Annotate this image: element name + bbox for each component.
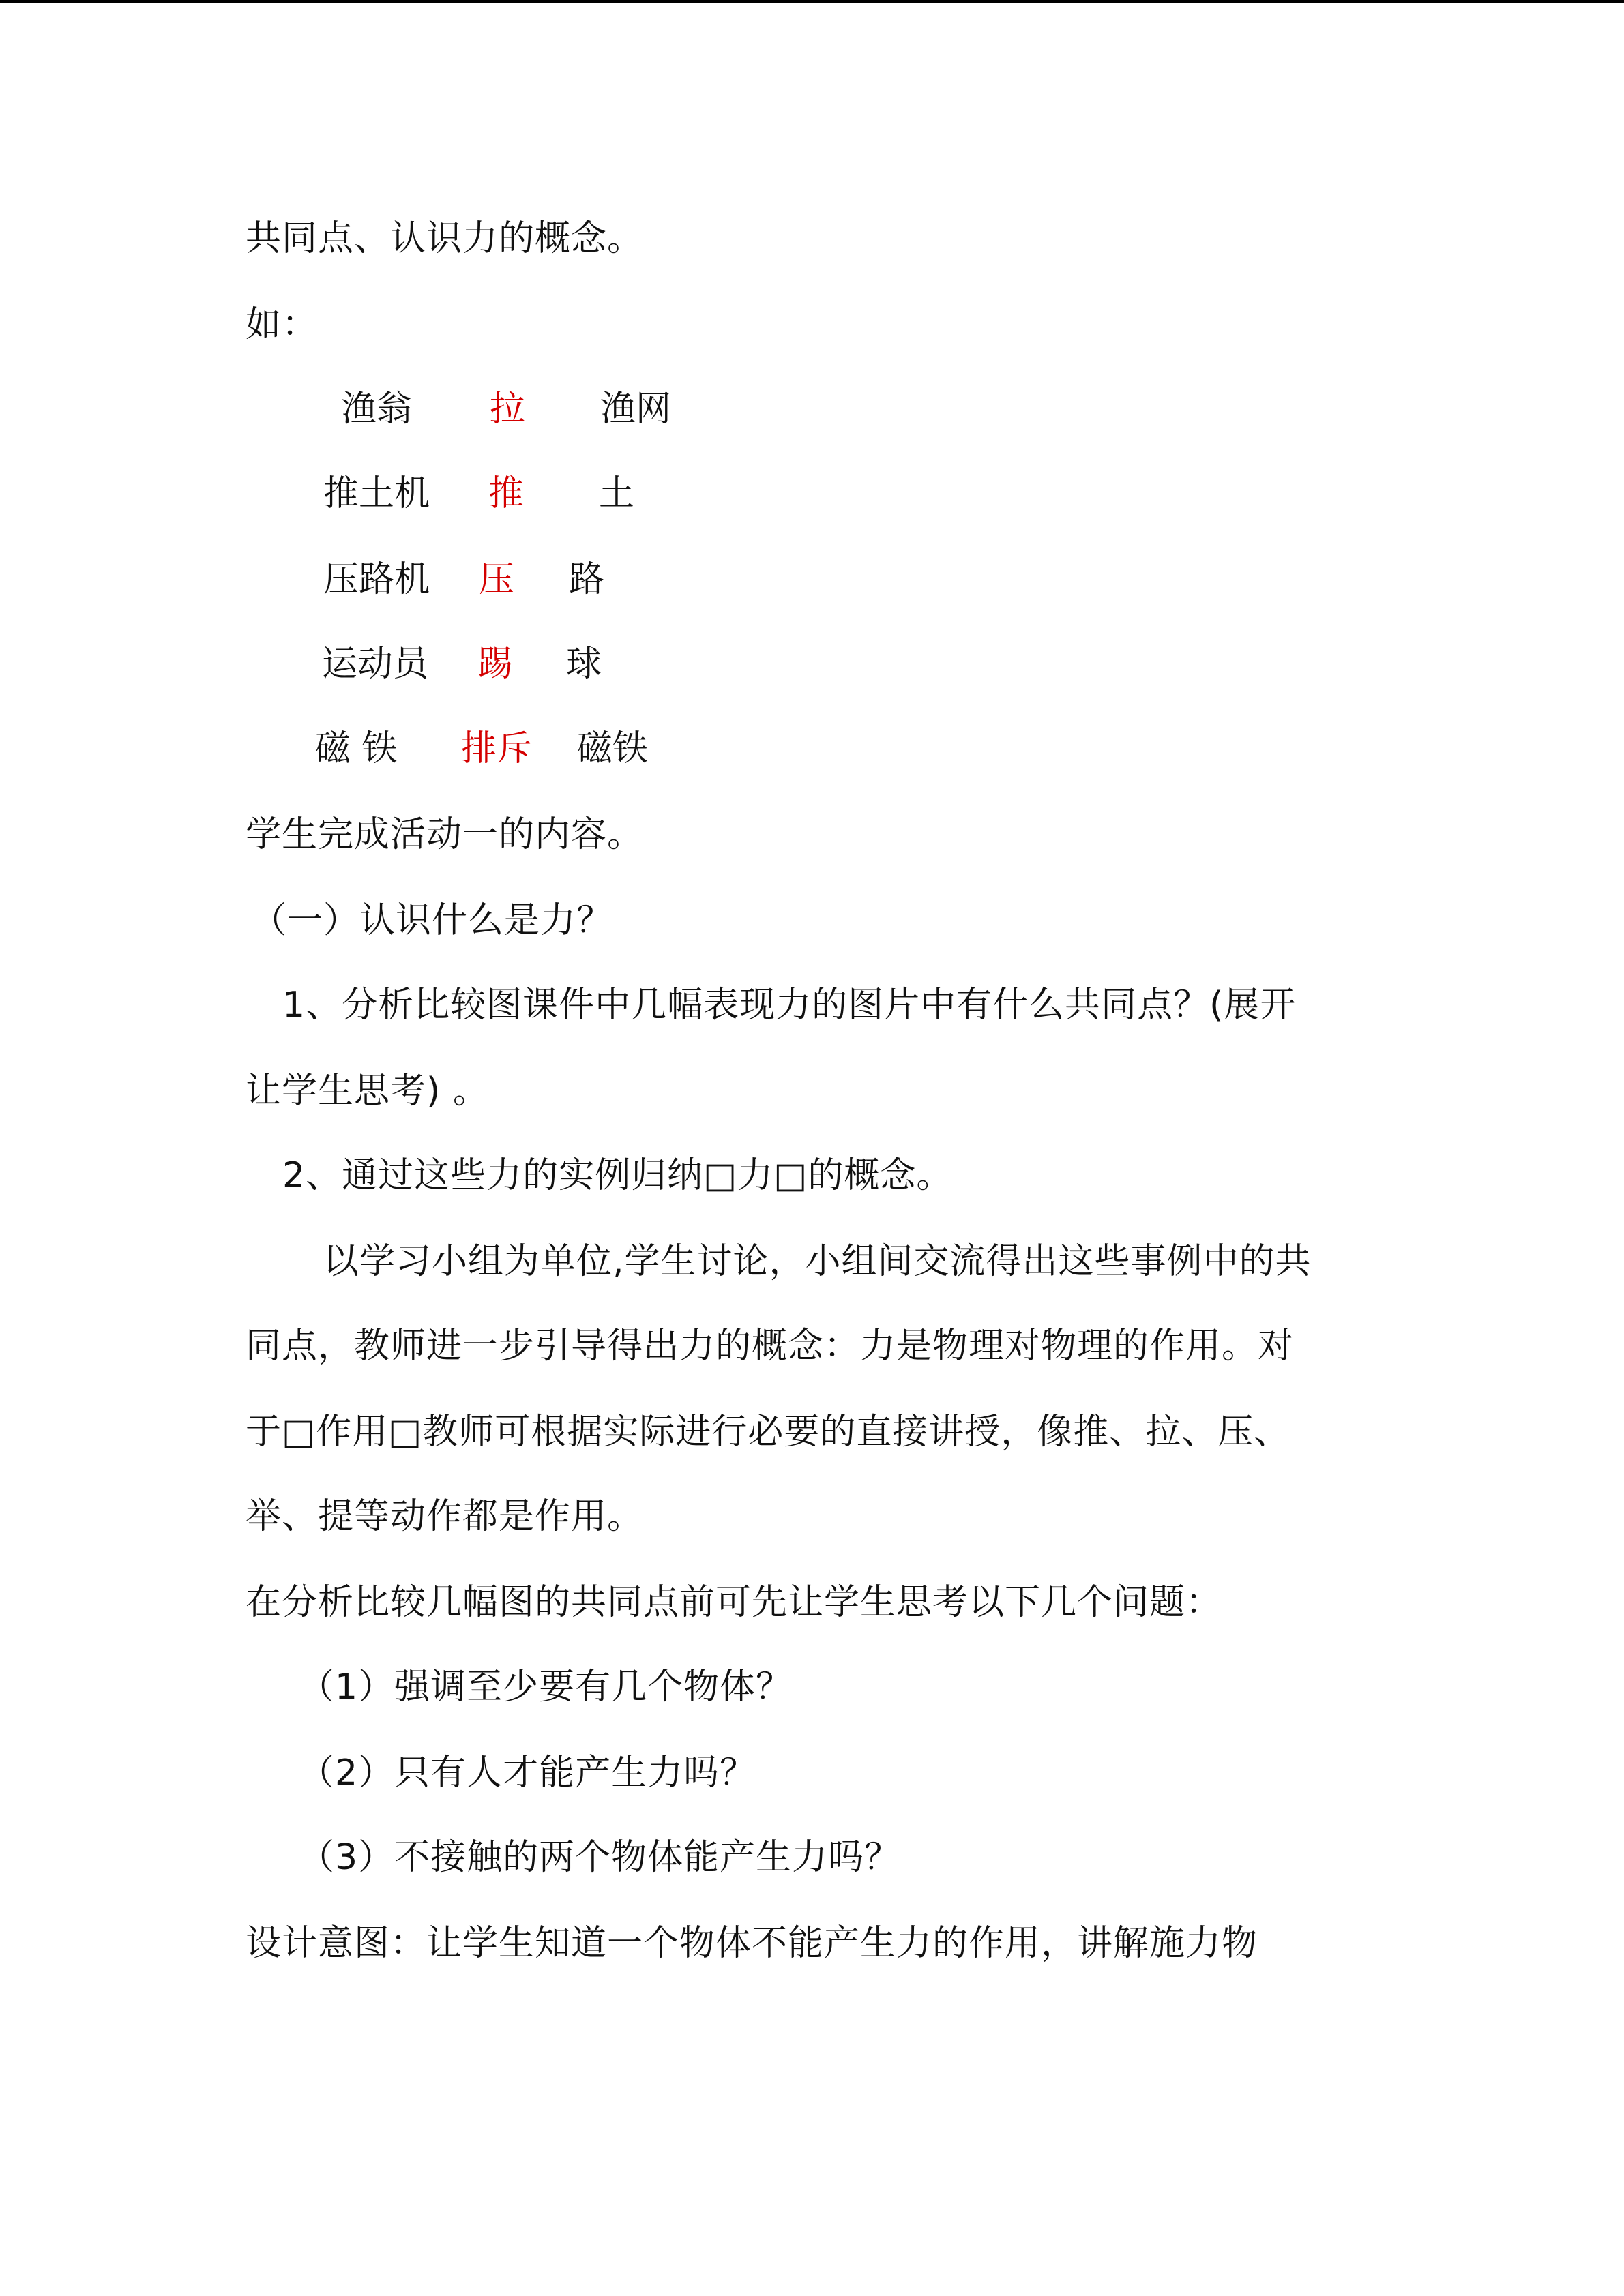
example-subject: 压路机 xyxy=(323,559,430,600)
paragraph-line: 以学习小组为单位,学生讨论，小组间交流得出这些事例中的共 xyxy=(323,1241,1312,1282)
example-verb: 踢 xyxy=(477,644,514,685)
question-item: （2）只有人才能产生力吗？ xyxy=(299,1753,756,1793)
question-item: （3）不接触的两个物体能产生力吗？ xyxy=(299,1837,901,1878)
example-verb: 推 xyxy=(488,473,525,514)
paragraph-line: 在分析比较几幅图的共同点前可先让学生思考以下几个问题： xyxy=(246,1582,1222,1623)
section-heading: （一）认识什么是力？ xyxy=(251,900,613,941)
example-object: 球 xyxy=(566,644,602,685)
example-subject: 渔翁 xyxy=(341,389,413,430)
paragraph-line: 共同点、认识力的概念。 xyxy=(246,218,644,259)
paragraph-line: 于□作用□教师可根据实际进行必要的直接讲授，像推、拉、压、 xyxy=(246,1412,1290,1452)
example-subject: 推土机 xyxy=(323,473,430,514)
example-object: 磁铁 xyxy=(577,728,649,769)
example-verb: 拉 xyxy=(490,389,526,430)
list-item: 1、分析比较图课件中几幅表现力的图片中有什么共同点？(展开 xyxy=(282,985,1297,1026)
paragraph-line: 同点，教师进一步引导得出力的概念：力是物理对物理的作用。对 xyxy=(246,1326,1295,1367)
paragraph-line: 学生完成活动一的内容。 xyxy=(246,814,644,855)
paragraph-line: 如： xyxy=(246,304,319,345)
example-object: 土 xyxy=(599,473,635,514)
example-object: 渔网 xyxy=(600,389,672,430)
paragraph-line: 举、提等动作都是作用。 xyxy=(246,1496,644,1537)
example-object: 路 xyxy=(569,559,605,600)
question-item: （1）强调至少要有几个物体？ xyxy=(299,1667,793,1708)
example-verb: 排斥 xyxy=(461,728,533,769)
example-verb: 压 xyxy=(479,559,515,600)
list-item: 2、通过这些力的实例归纳□力□的概念。 xyxy=(282,1155,953,1196)
example-subject: 运动员 xyxy=(322,644,429,685)
page-top-border xyxy=(0,0,1624,3)
paragraph-line: 设计意图：让学生知道一个物体不能产生力的作用，讲解施力物 xyxy=(246,1923,1258,1964)
paragraph-line: 让学生思考) 。 xyxy=(246,1071,489,1112)
example-subject: 磁 铁 xyxy=(315,728,398,769)
